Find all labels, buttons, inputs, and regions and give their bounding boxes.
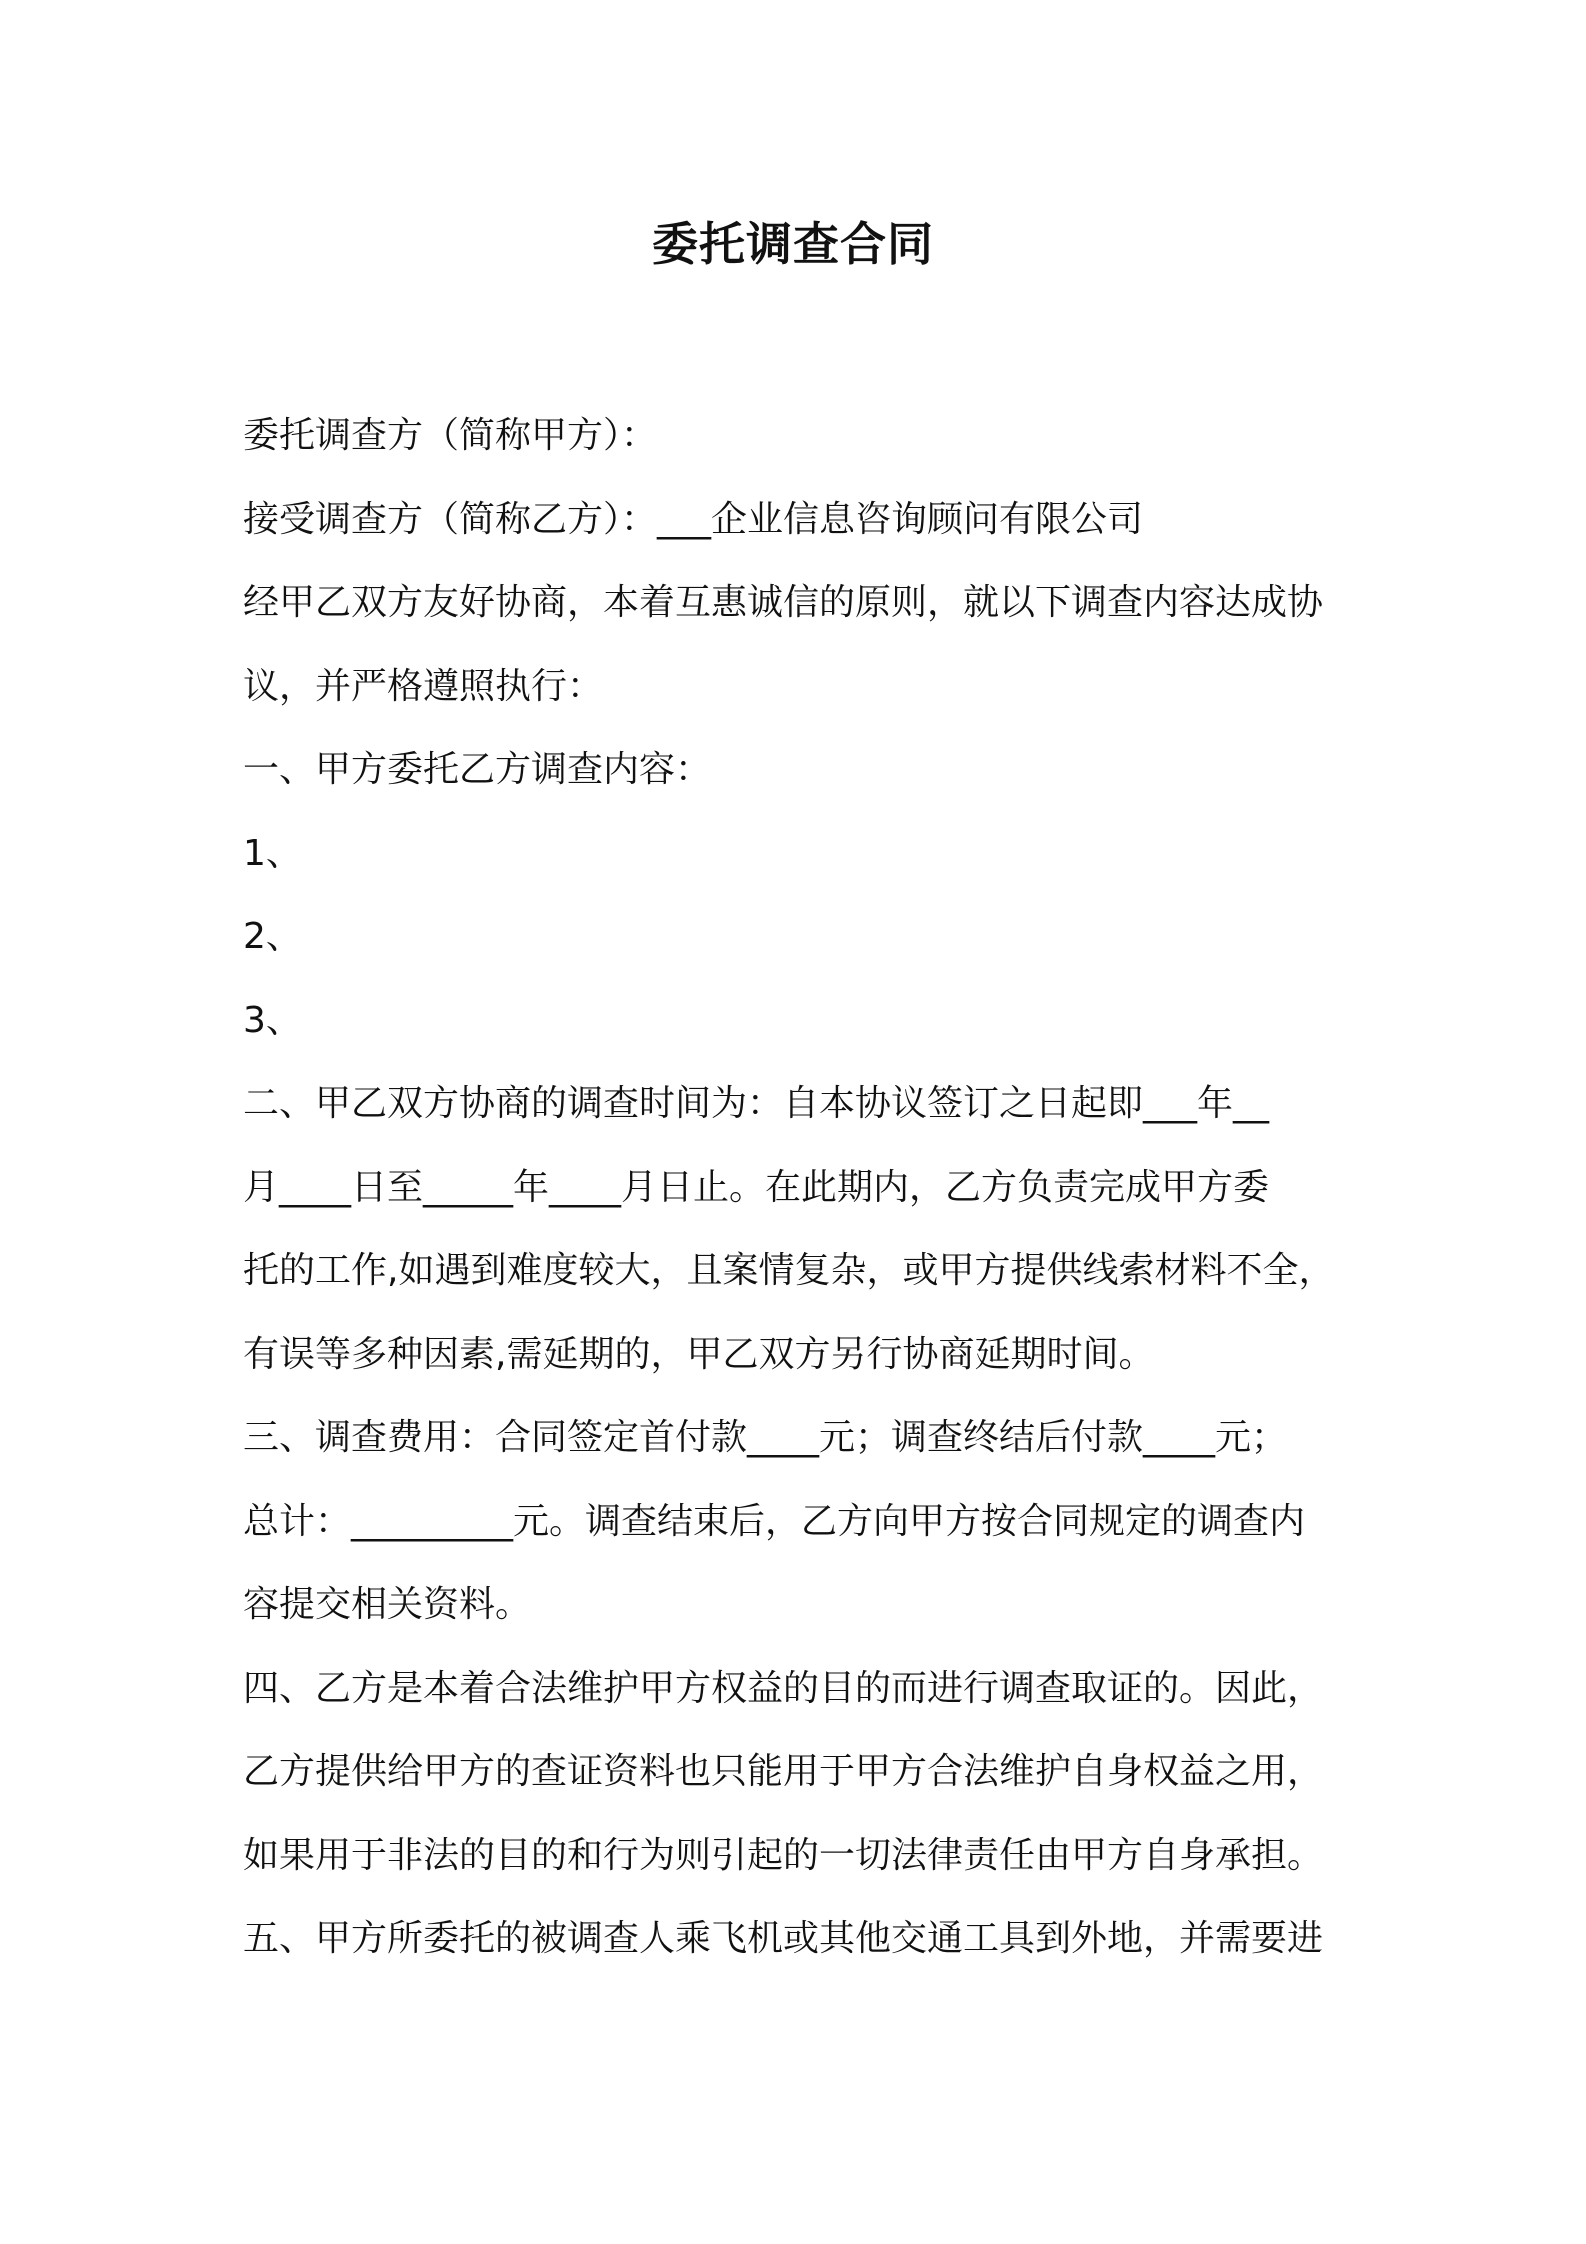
clause-1-heading: 一、甲方委托乙方调查内容： [243,749,712,790]
document-body [243,405,1363,1992]
clause-2-line-4: 有误等多种因素,需延期的，甲乙双方另行协商延期时间。 [243,1333,1155,1375]
party-a-line: 委托调查方（简称甲方）： [243,415,658,456]
clause-1-item-2: 2、 [243,916,302,957]
clause-1-item-3: 3、 [243,999,302,1041]
clause-2-line-3: 托的工作,如遇到难度较大，且案情复杂，或甲方提供线索材料不全， [243,1250,1335,1291]
preamble-line-2: 议，并严格遵照执行： [243,665,604,707]
clause-3-line-2: 总计：_________元。调查结束后，乙方向甲方按合同规定的调查内 [243,1500,1306,1542]
document-title: 委托调查合同 [652,217,934,271]
clause-2-line-1: 二、甲乙双方协商的调查时间为：自本协议签订之日起即___年__ [243,1083,1270,1124]
clause-4-line-2: 乙方提供给甲方的查证资料也只能用于甲方合法维护自身权益之用， [243,1751,1324,1792]
clause-4-line-3: 如果用于非法的目的和行为则引起的一切法律责任由甲方自身承担。 [243,1834,1324,1876]
clause-3-line-3: 容提交相关资料。 [243,1584,532,1625]
preamble-line-1: 经甲乙双方友好协商，本着互惠诚信的原则，就以下调查内容达成协 [243,582,1324,623]
clause-4-line-1: 四、乙方是本着合法维护甲方权益的目的而进行调查取证的。因此， [243,1667,1324,1709]
clause-3-line-1: 三、调查费用：合同签定首付款____元；调查终结后付款____元； [243,1417,1288,1458]
party-b-line: 接受调查方（简称乙方）：___企业信息咨询顾问有限公司 [243,498,1144,540]
clause-1-item-1: 1、 [243,832,302,874]
clause-2-line-2: 月____日至_____年____月日止。在此期内，乙方负责完成甲方委 [243,1166,1270,1208]
clause-5-line-1: 五、甲方所委托的被调查人乘飞机或其他交通工具到外地，并需要进 [243,1918,1324,1959]
